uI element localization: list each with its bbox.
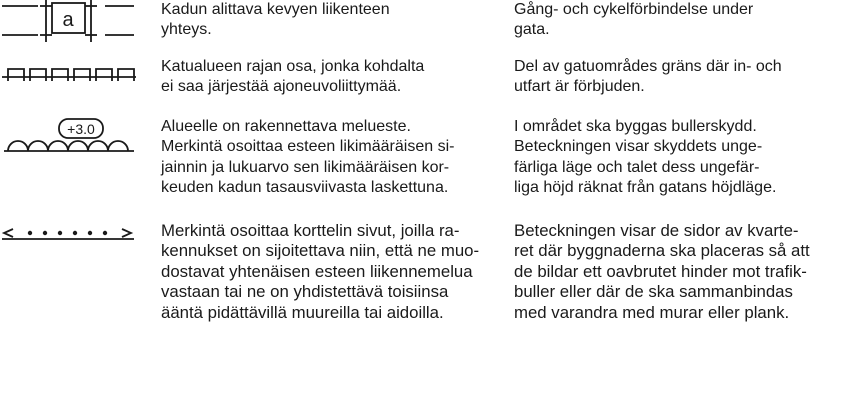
finnish-description: Alueelle on rakennettava melueste. Merkintä osoittaa esteen likimääräisen si- jainnin ja lukuarvo sen likimääräisen kor- keuden kadun tasausviivasta laskettuna.	[161, 118, 455, 197]
noise-barrier-icon	[0, 117, 140, 162]
swedish-description: Gång- och cykelförbindelse under gata.	[514, 1, 754, 39]
finnish-description: Kadun alittava kevyen liikenteen yhteys.	[161, 1, 390, 39]
swedish-description: Beteckningen visar de sidor av kvarte- ret där byggnaderna ska placeras så att de bildar ett oavbrutet hinder mot trafik- buller eller där de ska sammanbindas med varandra med murar eller plank.	[514, 221, 810, 322]
swedish-description: I området ska byggas bullerskydd. Beteckningen visar skyddets unge- färliga läge och talet dess ungefär- liga höjd räknat från gatans höjdläge.	[514, 118, 777, 197]
no-access-boundary-icon	[0, 57, 140, 87]
swedish-description: Del av gatuområdes gräns där in- och utfart är förbjuden.	[514, 58, 782, 96]
continuous-barrier-facade-icon	[0, 221, 140, 251]
finnish-description: Katualueen rajan osa, jonka kohdalta ei saa järjestää ajoneuvoliittymää.	[161, 58, 425, 96]
underpass-symbol-icon	[0, 0, 140, 45]
svg-text:a: a	[62, 9, 74, 31]
svg-text:+3.0: +3.0	[67, 121, 95, 137]
finnish-description: Merkintä osoittaa korttelin sivut, joilla ra- kennukset on sijoitettava niin, että ne muo- dostavat yhtenäisen esteen liikennemelua vastaan tai ne on yhdistettävä toisiinsa ääntä pidättävillä muureilla tai aidoilla.	[161, 221, 480, 322]
